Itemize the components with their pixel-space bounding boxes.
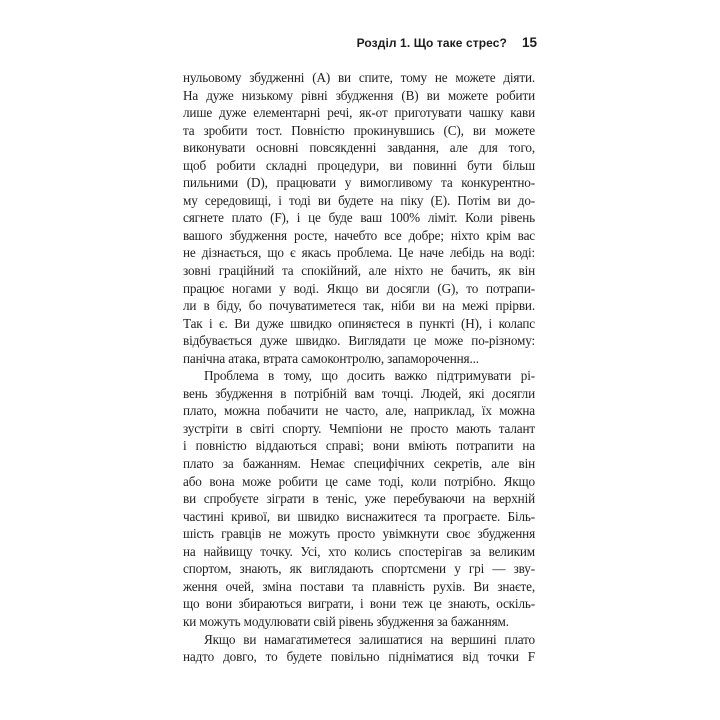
text-block [183,69,535,666]
text-line: Так і є. Ви дуже швидко опиняєтеся в пункті (H), і колапс [183,315,535,331]
text-line: На дуже низькому рівні збудження (B) ви можете робити [183,87,535,103]
text-line: вашого збудження росте, начебто все добре; ніхто крім вас [183,227,535,243]
text-line: або вона може робити це саме тоді, коли потрібно. Якщо [183,473,535,489]
text-line: виконувати основні повсякденні завдання, але для того, [183,140,535,156]
text-line: сягнете плато (F), і це буде ваш 100% ліміт. Коли рівень [183,210,535,226]
text-line: Якщо ви намагатиметеся залишатися на вершині плато [204,631,535,647]
text-line: та зробити тост. Повністю прокинувшись (C), ви можете [183,122,535,138]
text-line: що вони збираються виграти, і вони теж це знають, оскіль- [183,596,535,612]
text-line: ви спробуєте зіграти в теніс, уже перебуваючи на верхній [183,491,535,507]
text-line: щоб робити складні процедури, ви повинні бути більш [183,157,535,173]
page-header [183,35,537,50]
text-line: шість гравців не можуть просто увімкнути своє збудження [183,526,535,542]
text-line: відбувається дуже швидко. Виглядати це може по-різному: [183,333,535,349]
text-line: ки можуть модулювати свій рівень збудження за бажанням. [183,613,509,629]
text-line: ли в біду, бо почуватиметеся так, ніби ви на межі прірви. [183,298,535,314]
text-line: на найвищу точку. Усі, хто колись спостерігав за великим [183,543,535,559]
text-line: вень збудження в потрібній вам точці. Людей, які досягли [183,385,535,401]
text-line: не дізнається, що є якась проблема. Це наче лебідь на воді: [183,245,535,261]
text-line: ження очей, зміна постави та плавність рухів. Ви знаєте, [183,578,535,594]
text-line: панічна атака, втрата самоконтролю, запаморочення... [183,350,479,366]
paragraph [183,367,535,630]
text-line: му середовищі, і тоді ви будете на піку (E). Потім ви до- [183,192,535,208]
text-line: зустріти в світі спорту. Чемпіони не просто мають талант [183,420,535,436]
text-line: плато, можна побачити не часто, але, наприклад, їх можна [183,403,535,419]
text-line: зовні граційний та спокійний, але ніхто не бачить, як він [183,263,535,279]
text-line: частині кривої, ви швидко виснажитеся та програєте. Біль- [183,508,535,524]
text-line: лише дуже елементарні речі, як-от приготувати чашку кави [183,105,535,121]
text-line: Проблема в тому, що досить важко підтримувати рі- [204,368,535,384]
text-line: спортом, знають, як виглядають спортсмени у грі — зву- [183,561,535,577]
chapter-title: Розділ 1. Що таке стрес? [356,36,507,50]
page-number: 15 [521,35,537,50]
text-line: нульовому збудженні (A) ви спите, тому не можете діяти. [183,70,535,85]
text-line: і повністю віддаються справі; вони вміють потрапити на [183,438,535,454]
paragraph [183,69,535,367]
paragraph [183,631,535,666]
text-line: працює ногами у воді. Якщо ви досягли (G), то потрапи- [183,280,535,296]
text-line: плато за бажанням. Немає специфічних секретів, але він [183,456,535,472]
text-line: пильними (D), працювати у вимогливому та конкурентно- [183,175,535,191]
text-line: надто довго, то будете повільно підніматися від точки F [183,649,535,665]
